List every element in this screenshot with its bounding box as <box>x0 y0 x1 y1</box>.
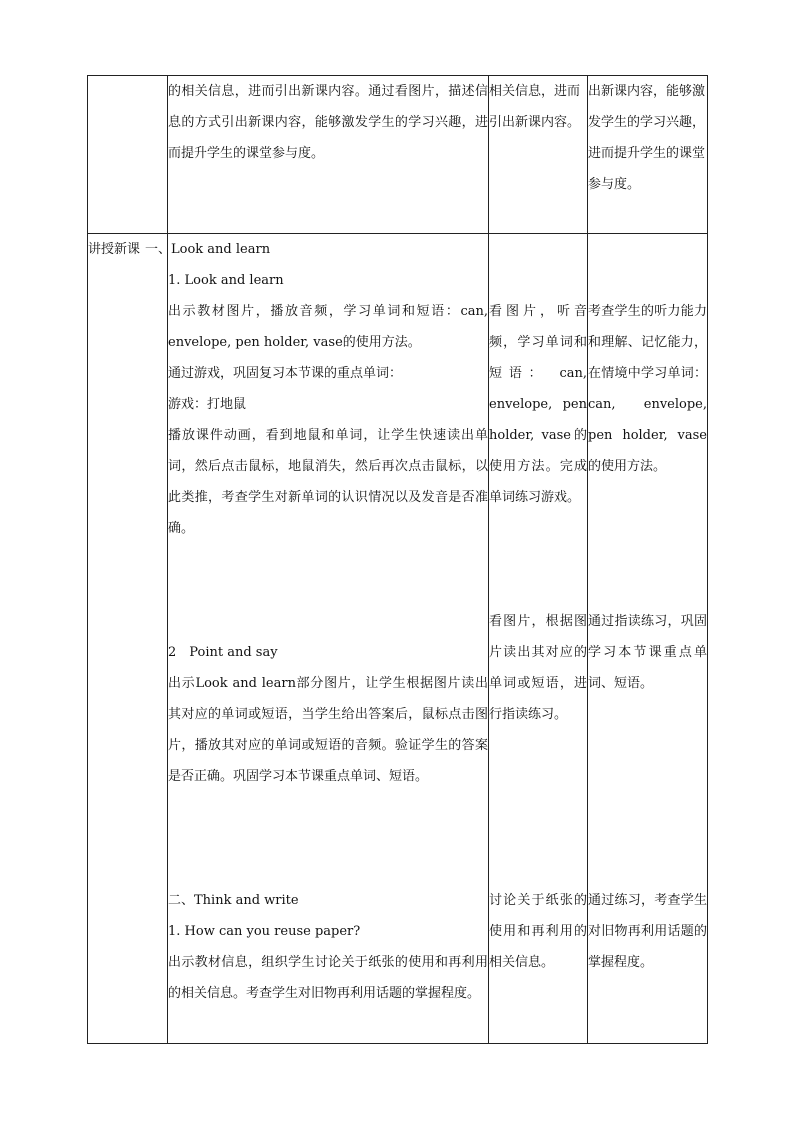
design-intent-text: 通过练习，考查学生对旧物再利用话题的掌握程度。 <box>588 893 707 970</box>
design-intent-text: 考查学生的听力能力和理解、记忆能力，在情境中学习单词：can, envelope, pen holder, vase的使用方法。 <box>588 304 707 474</box>
design-intent-text: 通过指读练习，巩固学习本节课重点单词、短语。 <box>588 614 707 691</box>
stage-cell <box>88 234 168 1044</box>
section-heading: 二、Think and write <box>168 893 299 908</box>
student-activity-text: 讨论关于纸张的使用和再利用的相关信息。 <box>489 893 587 970</box>
design-intent-text: 出新课内容，能够激发学生的学习兴趣，进而提升学生的课堂参与度。 <box>588 84 706 192</box>
student-activity-cell <box>489 76 588 234</box>
stage-label: 讲授新课 <box>88 242 141 257</box>
student-activity-cell <box>489 234 588 1044</box>
table-row-new-lesson <box>88 234 708 1044</box>
teacher-activity-cell <box>168 76 489 234</box>
teacher-activity-text: 的相关信息，进而引出新课内容。通过看图片，描述信息的方式引出新课内容，能够激发学生的学习兴趣，进而提升学生的课堂参与度。 <box>168 84 488 161</box>
student-activity-text: 相关信息，进而引出新课内容。 <box>489 84 581 130</box>
design-intent-cell <box>588 234 708 1044</box>
teacher-activity-cell <box>145 234 489 1044</box>
paragraph: 播放课件动画，看到地鼠和单词，让学生快速读出单词，然后点击鼠标，地鼠消失，然后再次点击鼠标，以此类推，考查学生对新单词的认识情况以及发音是否准确。 <box>168 428 488 536</box>
lesson-plan-table <box>87 75 708 1044</box>
paragraph: 出示教材图片，播放音频，学习单词和短语：can, envelope, pen holder, vase的使用方法。 <box>168 304 488 350</box>
design-intent-cell <box>588 76 708 234</box>
paragraph: 出示教材信息，组织学生讨论关于纸张的使用和再利用的相关信息。考查学生对旧物再利用话题的掌握程度。 <box>168 955 488 1001</box>
paragraph: 游戏：打地鼠 <box>168 397 247 412</box>
stage-cell-empty <box>88 76 168 234</box>
paragraph: 出示Look and learn部分图片，让学生根据图片读出其对应的单词或短语，当学生给出答案后，鼠标点击图片，播放其对应的单词或短语的音频。验证学生的答案是否正确。巩固学习本节课重点单词、短语。 <box>168 676 488 784</box>
table-row-continued <box>88 76 708 234</box>
section-heading: 一、Look and learn <box>145 242 271 257</box>
paragraph: 通过游戏，巩固复习本节课的重点单词： <box>168 366 403 381</box>
sub-heading: 1. Look and learn <box>168 273 284 288</box>
student-activity-text: 看图片，听音频，学习单词和短语： can, envelope, pen holder, vase的使用方法。完成单词练习游戏。 <box>489 304 587 505</box>
sub-heading: 1. How can you reuse paper? <box>168 924 361 939</box>
student-activity-text: 看图片，根据图片读出其对应的单词或短语，进行指读练习。 <box>489 614 587 722</box>
sub-heading: 2 Point and say <box>168 645 278 660</box>
